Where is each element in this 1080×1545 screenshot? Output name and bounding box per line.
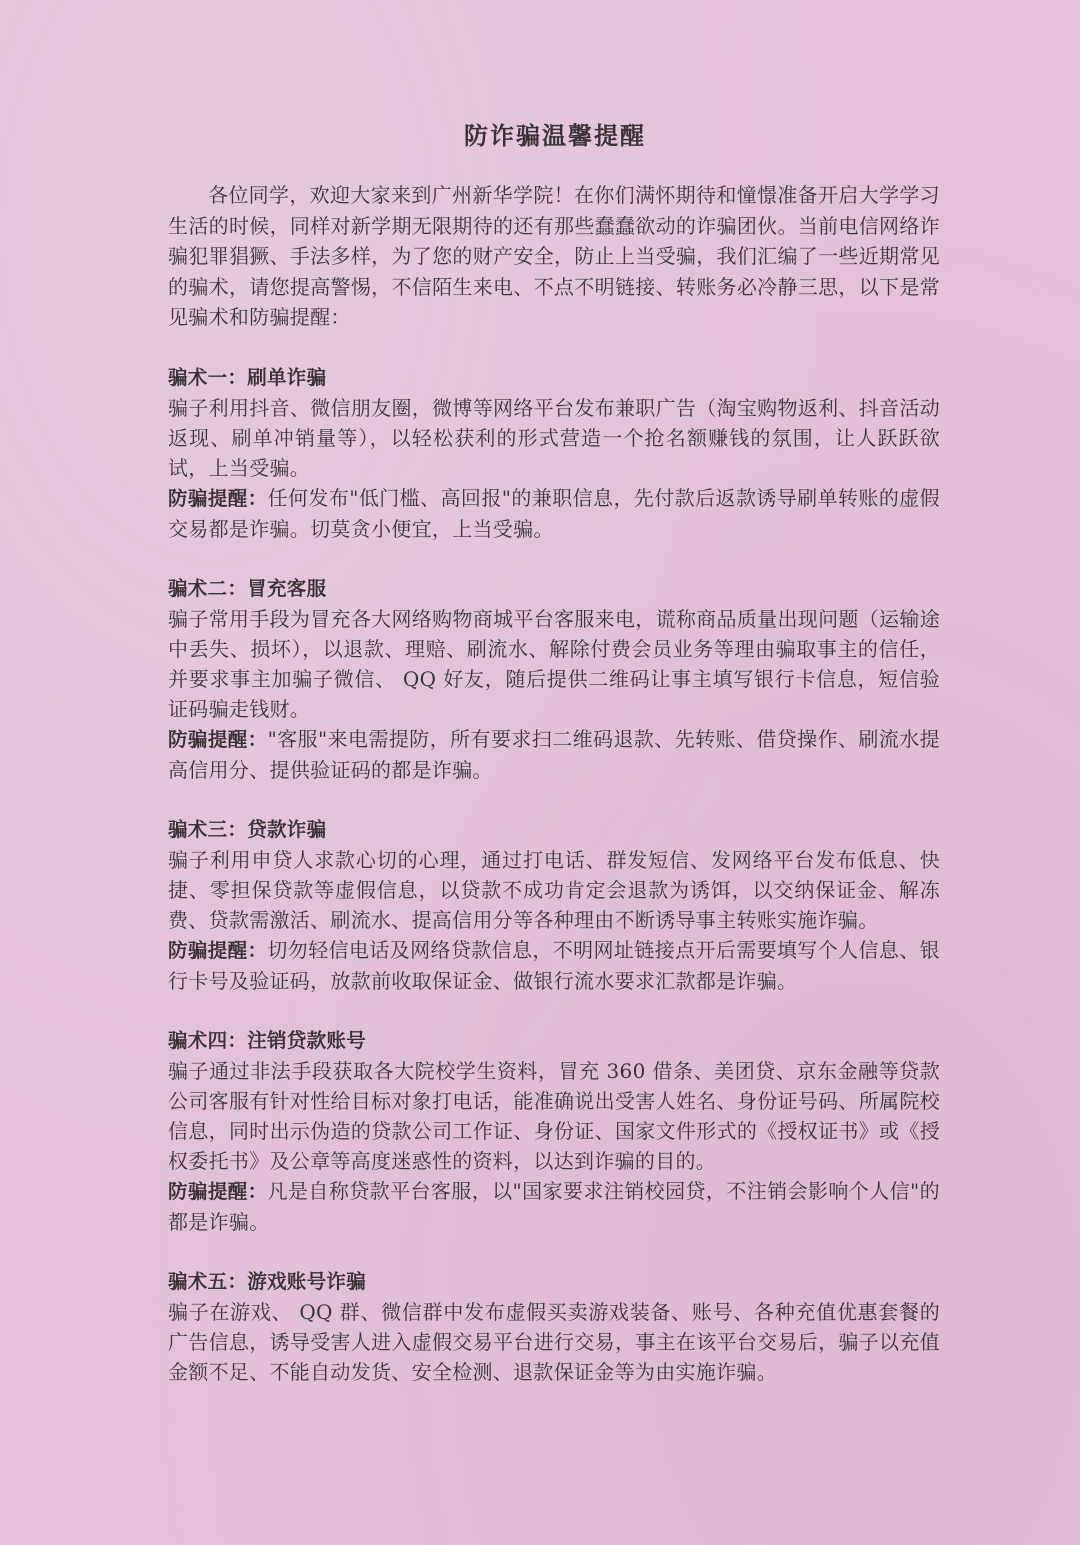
- tip-paragraph: [168, 483, 940, 544]
- tip-paragraph: [168, 724, 940, 785]
- tip-paragraph: [168, 935, 940, 996]
- section-1: [168, 363, 940, 544]
- tip-text: 切勿轻信电话及网络贷款信息，不明网址链接点开后需要填写个人信息、银行卡号及验证码，放款前收取保证金、做银行流水要求汇款都是诈骗。: [168, 937, 940, 993]
- tip-text: 任何发布"低门槛、高回报"的兼职信息，先付款后返款诱导刷单转账的虚假交易都是诈骗。切莫贪小便宜，上当受骗。: [168, 485, 940, 541]
- section-heading: 骗术四：注销贷款账号: [168, 1028, 367, 1052]
- tip-paragraph: [168, 1176, 940, 1237]
- section-heading: 骗术一：刷单诈骗: [168, 365, 327, 389]
- section-body: 骗子常用手段为冒充各大网络购物商城平台客服来电，谎称商品质量出现问题（运输途中丢失、损坏），以退款、理赔、刷流水、解除付费会员业务等理由骗取事主的信任，并要求事主加骗子微信、 QQ 好友，随后提供二维码让事主填写银行卡信息，短信验证码骗走钱财。: [168, 606, 940, 721]
- section-heading: 骗术二：冒充客服: [168, 576, 327, 600]
- tip-text: "客服"来电需提防，所有要求扫二维码退款、先转账、借贷操作、刷流水提高信用分、提供验证码的都是诈骗。: [168, 726, 940, 782]
- tip-label: 防骗提醒：: [168, 1179, 268, 1203]
- section-body: 骗子利用抖音、微信朋友圈，微博等网络平台发布兼职广告（淘宝购物返利、抖音活动返现、刷单冲销量等），以轻松获利的形式营造一个抢名额赚钱的氛围，让人跃跃欲试，上当受骗。: [168, 395, 940, 480]
- section-4: [168, 1026, 940, 1237]
- document-content: [168, 180, 940, 1387]
- document-title: 防诈骗温馨提醒: [464, 121, 646, 150]
- tip-label: 防骗提醒：: [168, 727, 268, 751]
- tip-label: 防骗提醒：: [168, 486, 268, 510]
- section-3: [168, 815, 940, 996]
- section-body: 骗子利用申贷人求款心切的心理，通过打电话、群发短信、发网络平台发布低息、快捷、零担保贷款等虚假信息，以贷款不成功肯定会退款为诱饵，以交纳保证金、解冻费、贷款需激活、刷流水、提高信用分等各种理由不断诱导事主转账实施诈骗。: [168, 847, 940, 932]
- tip-text: 凡是自称贷款平台客服，以"国家要求注销校园贷，不注销会影响个人信"的都是诈骗。: [168, 1178, 940, 1234]
- section-body: 骗子在游戏、 QQ 群、微信群中发布虚假买卖游戏装备、账号、各种充值优惠套餐的广告信息，诱导受害人进入虚假交易平台进行交易，事主在该平台交易后，骗子以充值金额不足、不能自动发货、安全检测、退款保证金等为由实施诈骗。: [168, 1299, 940, 1384]
- tip-label: 防骗提醒：: [168, 938, 268, 962]
- section-2: [168, 574, 940, 785]
- section-heading: 骗术五：游戏账号诈骗: [168, 1269, 367, 1293]
- section-body: 骗子通过非法手段获取各大院校学生资料，冒充 360 借条、美团贷、京东金融等贷款公司客服有针对性给目标对象打电话，能准确说出受害人姓名、身份证号码、所属院校信息，同时出示伪造的贷款公司工作证、身份证、国家文件形式的《授权证书》或《授权委托书》及公章等高度迷惑性的资料，以达到诈骗的目的。: [168, 1058, 940, 1173]
- section-heading: 骗术三：贷款诈骗: [168, 817, 327, 841]
- section-5: [168, 1267, 940, 1387]
- intro-paragraph: 各位同学，欢迎大家来到广州新华学院！在你们满怀期待和憧憬准备开启大学学习生活的时候，同样对新学期无限期待的还有那些蠢蠢欲动的诈骗团伙。当前电信网络诈骗犯罪猖獗、手法多样，为了您的财产安全，防止上当受骗，我们汇编了一些近期常见的骗术，请您提高警惕，不信陌生来电、不点不明链接、转账务必冷静三思，以下是常见骗术和防骗提醒：: [168, 183, 940, 329]
